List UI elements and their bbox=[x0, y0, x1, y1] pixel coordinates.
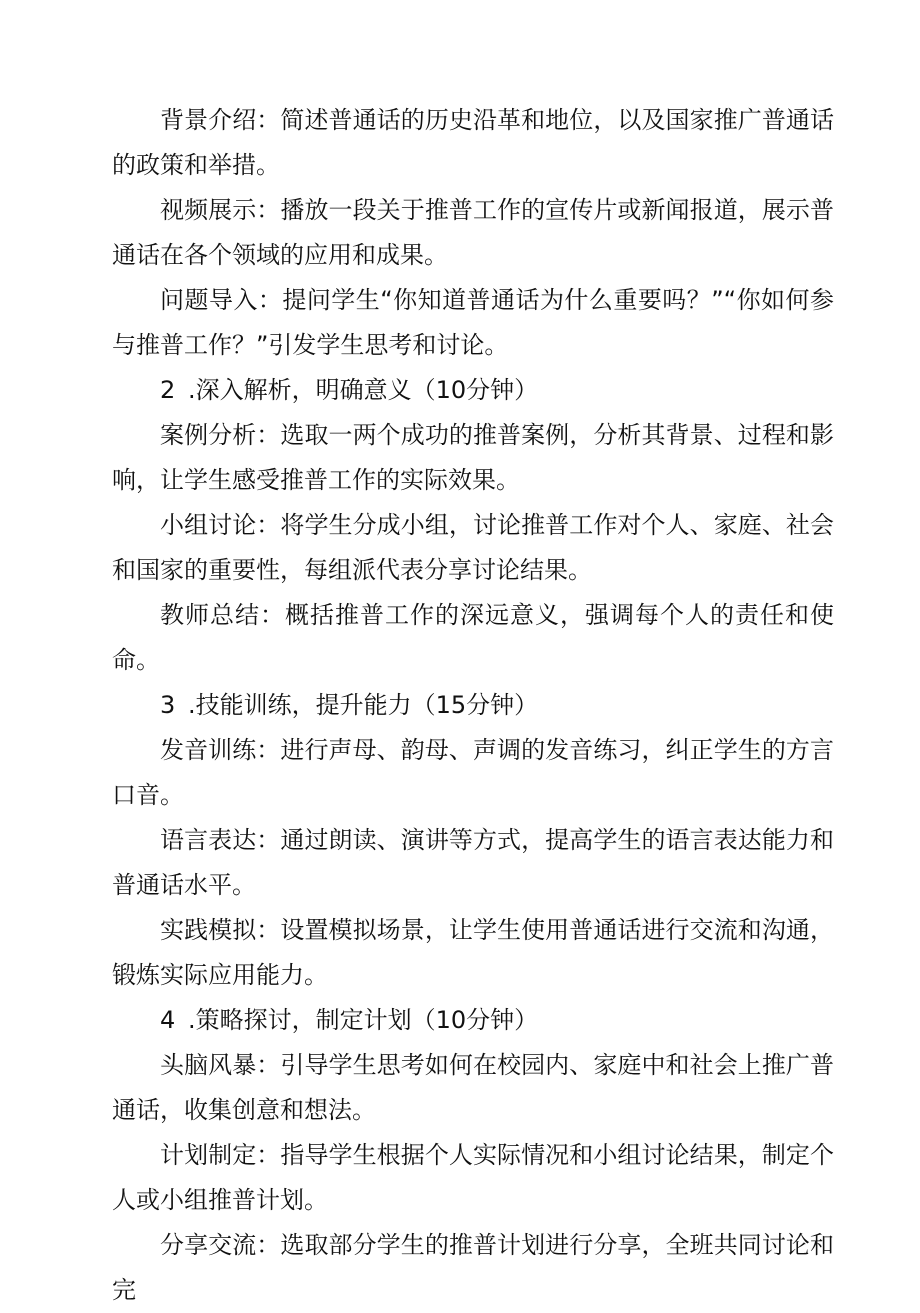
paragraph-video: 视频展示：播放一段关于推普工作的宣传片或新闻报道，展示普通话在各个领域的应用和成果。 bbox=[112, 196, 834, 269]
paragraph-sharing: 分享交流：选取部分学生的推普计划进行分享，全班共同讨论和完 bbox=[112, 1231, 834, 1304]
paragraph-teacher-summary: 教师总结：概括推普工作的深远意义，强调每个人的责任和使命。 bbox=[112, 601, 834, 674]
section-number: 4 bbox=[160, 1006, 176, 1034]
paragraph-simulation: 实践模拟：设置模拟场景，让学生使用普通话进行交流和沟通，锻炼实际应用能力。 bbox=[112, 916, 834, 989]
paragraph-pronunciation: 发音训练：进行声母、韵母、声调的发音练习，纠正学生的方言口音。 bbox=[112, 736, 834, 809]
paragraph-case-analysis: 案例分析：选取一两个成功的推普案例，分析其背景、过程和影响，让学生感受推普工作的实际效果。 bbox=[112, 421, 834, 494]
section-title: .策略探讨，制定计划（10分钟） bbox=[188, 1006, 539, 1034]
paragraph-brainstorm: 头脑风暴：引导学生思考如何在校园内、家庭中和社会上推广普通话，收集创意和想法。 bbox=[112, 1051, 834, 1124]
section-number: 3 bbox=[160, 691, 176, 719]
section-heading-4 bbox=[112, 998, 834, 1043]
paragraph-plan: 计划制定：指导学生根据个人实际情况和小组讨论结果，制定个人或小组推普计划。 bbox=[112, 1141, 834, 1214]
paragraph-background: 背景介绍：简述普通话的历史沿革和地位，以及国家推广普通话的政策和举措。 bbox=[112, 106, 834, 179]
paragraph-group-discussion: 小组讨论：将学生分成小组，讨论推普工作对个人、家庭、社会和国家的重要性，每组派代表分享讨论结果。 bbox=[112, 511, 834, 584]
paragraph-question: 问题导入：提问学生“你知道普通话为什么重要吗？”“你如何参与推普工作？”引发学生思考和讨论。 bbox=[112, 286, 834, 359]
document-page bbox=[112, 98, 834, 1313]
paragraph-expression: 语言表达：通过朗读、演讲等方式，提高学生的语言表达能力和普通话水平。 bbox=[112, 826, 834, 899]
section-title: .深入解析，明确意义（10分钟） bbox=[188, 376, 539, 404]
section-heading-2 bbox=[112, 368, 834, 413]
section-heading-3 bbox=[112, 683, 834, 728]
section-number: 2 bbox=[160, 376, 176, 404]
section-title: .技能训练，提升能力（15分钟） bbox=[188, 691, 539, 719]
